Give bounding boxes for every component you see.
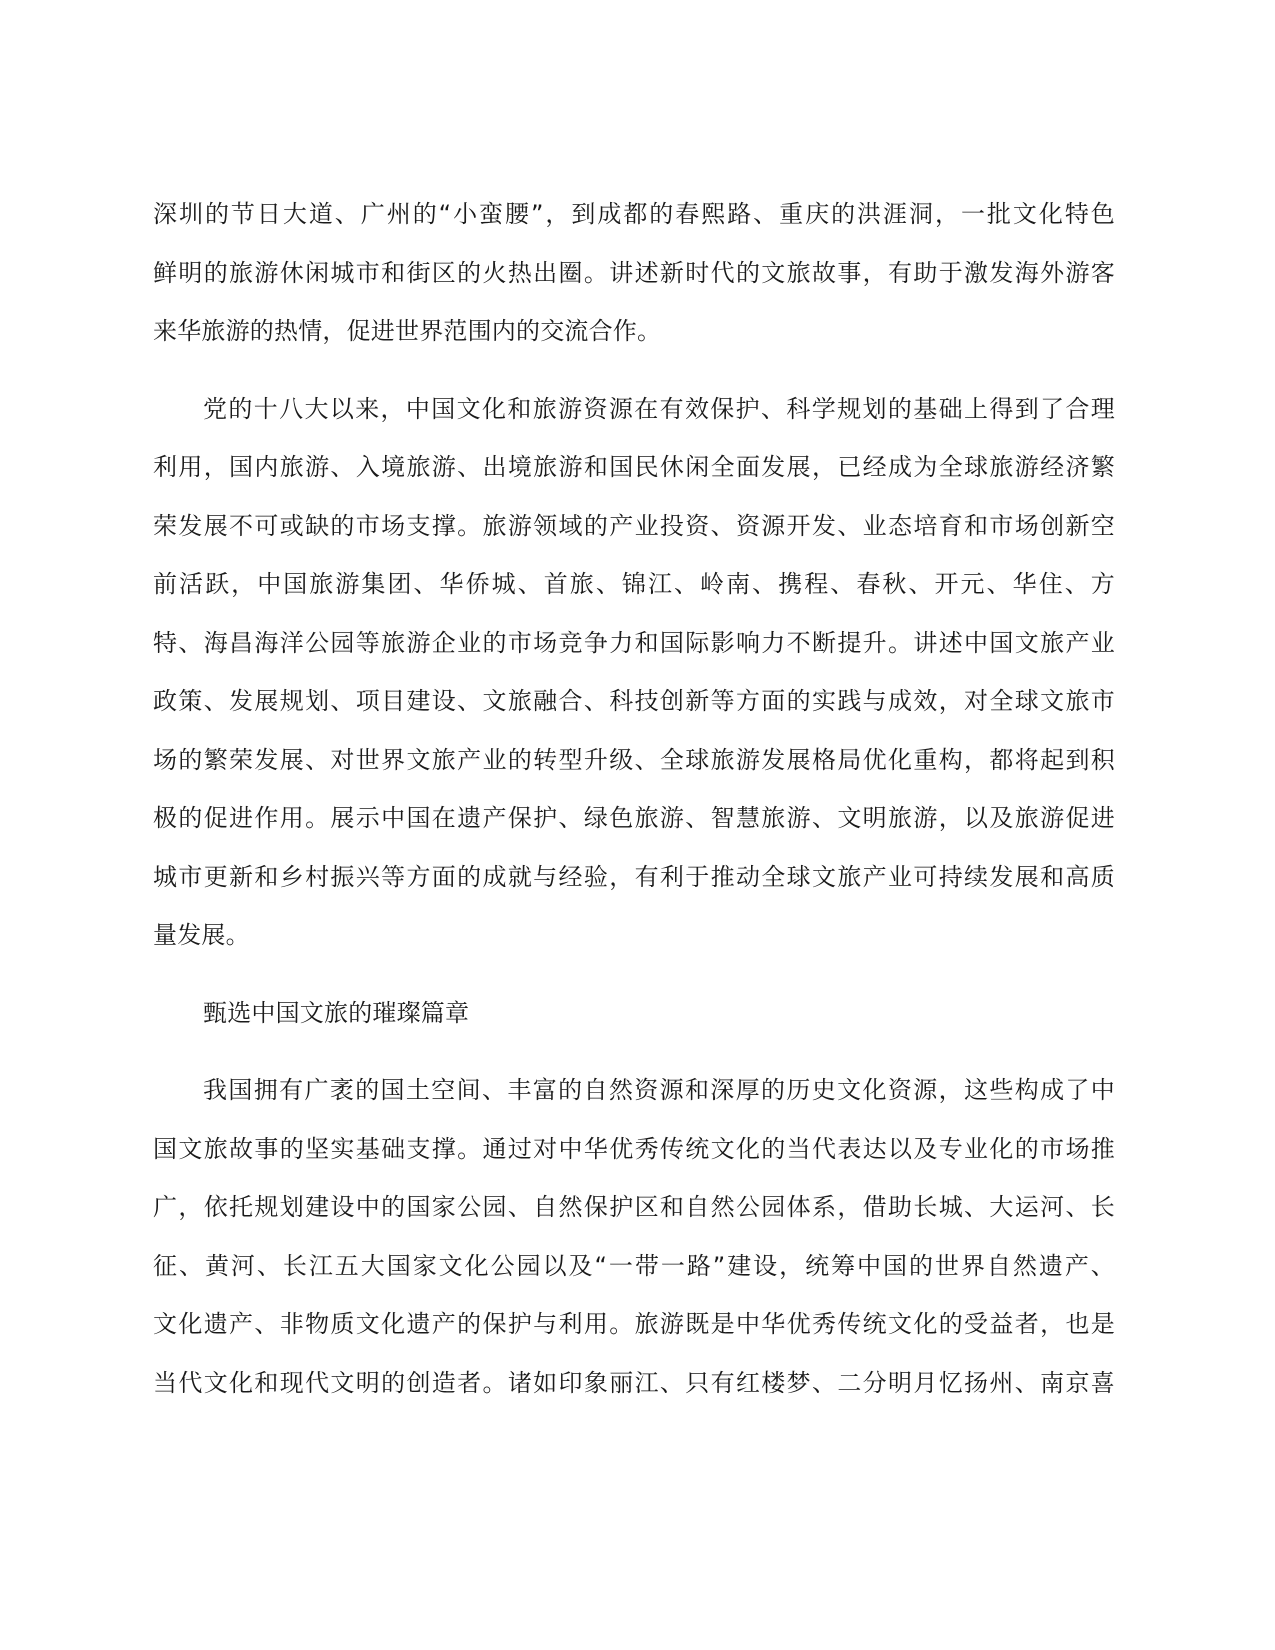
- text-line: 来华旅游的热情，促进世界范围内的交流合作。: [153, 317, 662, 345]
- text-line: 荣发展不可或缺的市场支撑。旅游领域的产业投资、资源开发、业态培育和市场创新空: [153, 511, 1115, 540]
- text-line: 场的繁荣发展、对世界文旅产业的转型升级、全球旅游发展格局优化重构，都将起到积: [153, 745, 1115, 774]
- text-line: 前活跃，中国旅游集团、华侨城、首旅、锦江、岭南、携程、春秋、开元、华住、方: [153, 570, 1115, 598]
- text-line: 量发展。: [153, 921, 250, 949]
- section-heading: [153, 984, 1115, 1043]
- text-line: 我国拥有广袤的国土空间、丰富的自然资源和深厚的历史文化资源，这些构成了中: [203, 1076, 1115, 1104]
- paragraph-tourism-development: [153, 380, 1115, 965]
- paragraph-cultural-resources: [153, 1061, 1115, 1412]
- heading-text: 甄选中国文旅的璀璨篇章: [203, 998, 470, 1027]
- text-line: 征、黄河、长江五大国家文化公园以及“一带一路”建设，统筹中国的世界自然遗产、: [153, 1251, 1115, 1280]
- text-line: 政策、发展规划、项目建设、文旅融合、科技创新等方面的实践与成效，对全球文旅市: [153, 687, 1115, 715]
- text-line: 深圳的节日大道、广州的“小蛮腰”，到成都的春熙路、重庆的洪涯洞，一批文化特色: [153, 200, 1115, 228]
- text-line: 利用，国内旅游、入境旅游、出境旅游和国民休闲全面发展，已经成为全球旅游经济繁: [153, 453, 1115, 481]
- text-line: 国文旅故事的坚实基础支撑。通过对中华优秀传统文化的当代表达以及专业化的市场推: [153, 1134, 1115, 1163]
- text-line: 特、海昌海洋公园等旅游企业的市场竞争力和国际影响力不断提升。讲述中国文旅产业: [153, 628, 1115, 657]
- text-line: 鲜明的旅游休闲城市和街区的火热出圈。讲述新时代的文旅故事，有助于激发海外游客: [153, 258, 1115, 287]
- text-line: 广，依托规划建设中的国家公园、自然保护区和自然公园体系，借助长城、大运河、长: [153, 1193, 1115, 1221]
- text-line: 党的十八大以来，中国文化和旅游资源在有效保护、科学规划的基础上得到了合理: [203, 394, 1115, 423]
- text-line: 城市更新和乡村振兴等方面的成就与经验，有利于推动全球文旅产业可持续发展和高质: [153, 862, 1115, 891]
- text-line: 当代文化和现代文明的创造者。诸如印象丽江、只有红楼梦、二分明月忆扬州、南京喜: [153, 1368, 1115, 1397]
- text-line: 极的促进作用。展示中国在遗产保护、绿色旅游、智慧旅游、文明旅游，以及旅游促进: [153, 804, 1115, 832]
- document-page: [153, 185, 1115, 1412]
- text-line: 文化遗产、非物质文化遗产的保护与利用。旅游既是中华优秀传统文化的受益者，也是: [153, 1310, 1115, 1338]
- paragraph-city-districts: [153, 185, 1115, 361]
